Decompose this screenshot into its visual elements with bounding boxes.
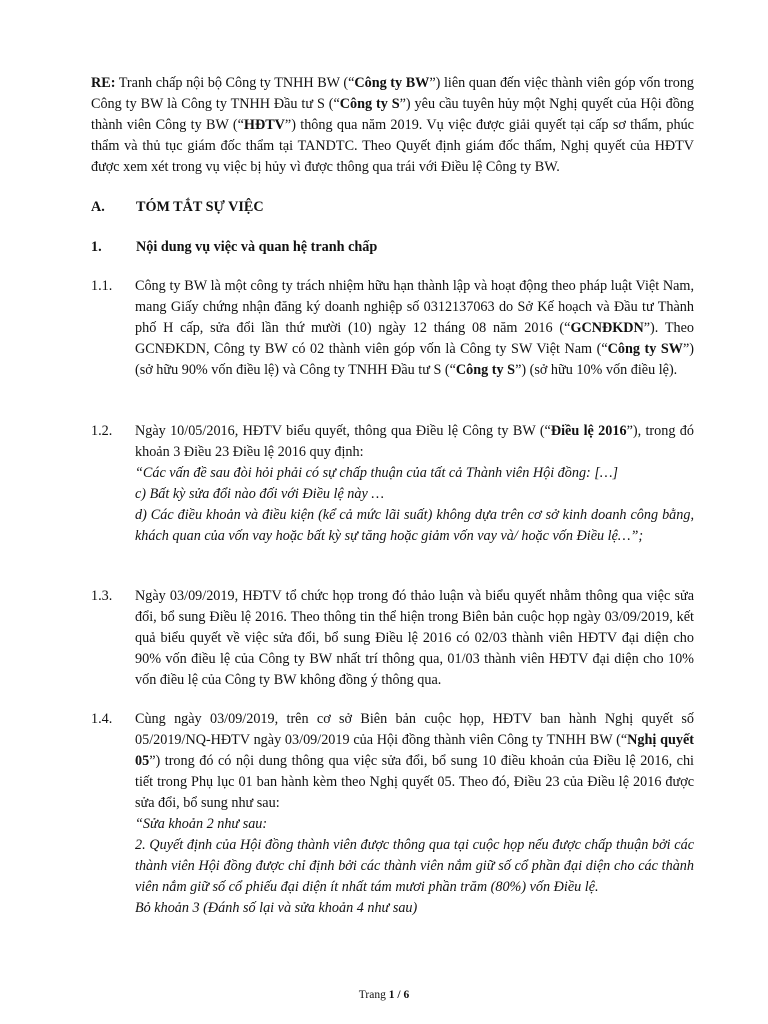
- paragraph-body: [135, 276, 694, 381]
- paragraph-line: [135, 835, 694, 898]
- text-run: ”), trong đó khoản 3 Điều 23 Điều lệ 2016 quy định:: [135, 423, 694, 460]
- paragraph-1-4: [91, 709, 694, 919]
- paragraph-number: 1.2.: [91, 423, 113, 439]
- text-run: Công ty BW là một công ty trách nhiệm hữu hạn thành lập và hoạt động theo pháp luật Việt Nam, mang Giấy chứng nhận đăng ký doanh nghiệp số 0312137063 do Sở Kế hoạch và Đầu tư Thành phố H cấp, sửa đổi lần thứ mười (10) ngày 12 tháng 08 năm 2016 (“: [135, 278, 694, 336]
- text-run: ”) yêu cầu tuyên hủy một Nghị quyết của Hội đồng thành viên Công ty BW (“: [91, 96, 694, 133]
- bold-term: HĐTV: [243, 117, 285, 133]
- paragraph-body: [135, 709, 694, 919]
- text-run: Cùng ngày 03/09/2019, trên cơ sở Biên bản cuộc họp, HĐTV ban hành Nghị quyết số 05/2019/NQ-HĐTV ngày 03/09/2019 của Hội đồng thành viên Công ty TNHH BW (“: [135, 711, 694, 748]
- paragraph-1-2: [91, 421, 694, 547]
- bold-term: RE:: [91, 75, 116, 91]
- bold-term: Công ty S: [455, 362, 516, 378]
- paragraph-1-1: [91, 276, 694, 381]
- text-run: Ngày 10/05/2016, HĐTV biểu quyết, thông qua Điều lệ Công ty BW (“: [135, 423, 551, 439]
- paragraph-number: 1.4.: [91, 711, 113, 727]
- section-heading-a: [91, 197, 694, 218]
- bold-term: Công ty SW: [607, 341, 683, 357]
- text-run: ”) liên quan đến việc thành viên góp vốn trong Công ty BW là Công ty TNHH Đầu tư S (“: [91, 75, 695, 112]
- paragraph-line: [135, 898, 694, 919]
- text-run: Bỏ khoản 3 (Đánh số lại và sửa khoản 4 như sau): [135, 900, 418, 916]
- paragraph-line: [135, 421, 694, 463]
- text-run: c) Bất kỳ sửa đổi nào đối với Điều lệ này …: [135, 486, 384, 502]
- subsection-heading-1: [91, 237, 694, 258]
- text-run: “Sửa khoản 2 như sau:: [135, 816, 268, 832]
- paragraph-body: [135, 586, 694, 691]
- subsection-number: 1.: [91, 239, 102, 255]
- bold-term: Nghị quyết 05: [135, 732, 694, 769]
- paragraph-line: [135, 814, 694, 835]
- page-footer: [0, 985, 768, 1006]
- text-run: 2. Quyết định của Hội đồng thành viên được thông qua tại cuộc họp nếu được chấp thuận bởi các thành viên Hội đồng được chỉ định bởi các thành viên nắm giữ số cổ phần đại diện cho các thành viên nắm giữ số cổ phiếu đại diện ít nhất tám mươi phần trăm (80%) vốn Điều lệ.: [135, 837, 694, 895]
- text-run: ”). Theo GCNĐKDN, Công ty BW có 02 thành viên góp vốn là Công ty SW Việt Nam (“: [135, 320, 695, 357]
- text-run: “Các vấn đề sau đòi hỏi phải có sự chấp thuận của tất cả Thành viên Hội đồng: […]: [135, 465, 618, 481]
- paragraph-number: 1.3.: [91, 588, 113, 604]
- section-number: A.: [91, 199, 105, 215]
- subsection-title: Nội dung vụ việc và quan hệ tranh chấp: [136, 239, 378, 255]
- paragraph-number: 1.1.: [91, 278, 113, 294]
- text-run: d) Các điều khoản và điều kiện (kể cả mức lãi suất) không dựa trên cơ sở kinh doanh công bằng, khách quan của vốn vay hoặc bất kỳ sự tăng hoặc giảm vốn vay và/ hoặc vốn Điều lệ…”;: [135, 507, 694, 544]
- text-run: Tranh chấp nội bộ Công ty TNHH BW (“: [115, 75, 355, 91]
- bold-term: GCNĐKDN: [570, 320, 644, 336]
- intro-paragraph: [91, 73, 694, 178]
- paragraph-line: [135, 709, 694, 814]
- paragraph-1-3: [91, 586, 694, 691]
- footer-separator: /: [394, 989, 404, 1001]
- footer-prefix: Trang: [358, 989, 389, 1001]
- bold-term: Công ty S: [339, 96, 400, 112]
- text-run: Ngày 03/09/2019, HĐTV tổ chức họp trong đó thảo luận và biểu quyết nhằm thông qua việc sửa đổi, bổ sung Điều lệ 2016. Theo thông tin thể hiện trong Biên bản cuộc họp ngày 03/09/2019, kết quả biểu quyết về việc sửa đổi, bổ sung Điều lệ 2016 có 02/03 thành viên HĐTV đại diện cho 90% vốn điều lệ của Công ty BW nhất trí thông qua, 01/03 thành viên HĐTV đại diện cho 10% vốn điều lệ của Công ty BW không đồng ý thông qua.: [135, 588, 694, 688]
- bold-term: Điều lệ 2016: [550, 423, 627, 439]
- text-run: ”) (sở hữu 90% vốn điều lệ) và Công ty TNHH Đầu tư S (“: [135, 341, 694, 378]
- paragraph-line: [135, 484, 694, 505]
- footer-total-pages: 6: [403, 989, 410, 1001]
- paragraph-body: [135, 421, 694, 547]
- text-run: ”) thông qua năm 2019. Vụ việc được giải quyết tại cấp sơ thẩm, phúc thẩm và thủ tục giám đốc thẩm tại TANDTC. Theo Quyết định giám đốc thẩm, Nghị quyết của HĐTV được xem xét trong vụ việc bị hủy vì được thông qua trái với Điều lệ Công ty BW.: [91, 117, 694, 175]
- text-run: ”) trong đó có nội dung thông qua việc sửa đổi, bổ sung 10 điều khoản của Điều lệ 2016, chi tiết trong Phụ lục 01 ban hành kèm theo Nghị quyết 05. Theo đó, Điều 23 của Điều lệ 2016 được sửa đổi, bổ sung như sau:: [135, 753, 694, 811]
- paragraph-line: [135, 586, 694, 691]
- paragraph-line: [135, 463, 694, 484]
- paragraph-line: [135, 505, 694, 547]
- bold-term: Công ty BW: [354, 75, 430, 91]
- footer-page-number: 1: [388, 989, 395, 1001]
- section-title: TÓM TẮT SỰ VIỆC: [136, 199, 264, 215]
- paragraph-line: [135, 276, 694, 381]
- text-run: ”) (sở hữu 10% vốn điều lệ).: [515, 362, 678, 378]
